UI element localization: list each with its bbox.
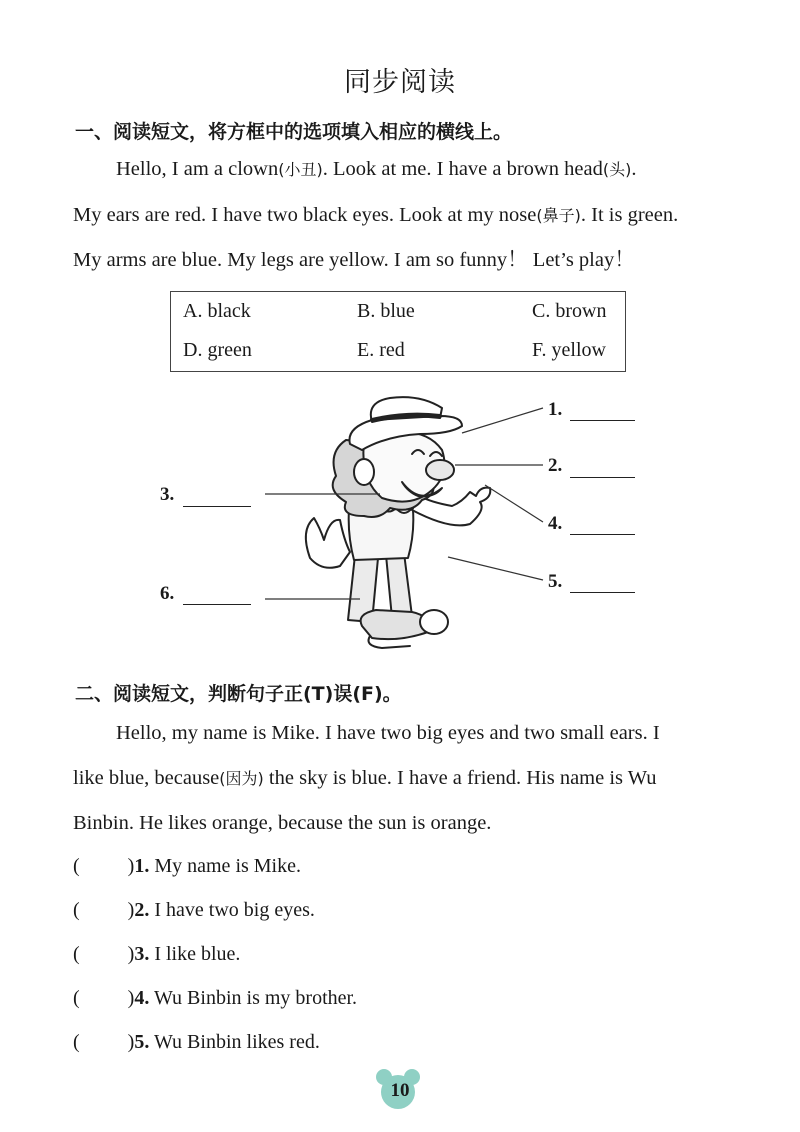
passage-line: My ears are red. I have two black eyes. Look at my nose(鼻子). It is green. xyxy=(73,203,679,226)
blank-label-4: 4. xyxy=(548,513,563,534)
passage-line: Hello, my name is Mike. I have two big eyes and two small ears. I xyxy=(116,722,660,744)
section1-heading: 一、阅读短文，将方框中的选项填入相应的横线上。 xyxy=(75,121,513,143)
blank-line-2[interactable] xyxy=(570,477,635,478)
blank-label-2: 2. xyxy=(548,455,563,476)
passage-line: Binbin. He likes orange, because the sun is orange. xyxy=(73,812,492,834)
option-b: B. blue xyxy=(357,300,415,322)
option-a: A. black xyxy=(183,300,251,322)
blank-line-5[interactable] xyxy=(570,592,635,593)
statement-row-2: ( )2. I have two big eyes. xyxy=(73,899,315,921)
statement-row-5: ( )5. Wu Binbin likes red. xyxy=(73,1031,320,1053)
statement-row-3: ( )3. I like blue. xyxy=(73,943,241,965)
passage-line: like blue, because(因为) the sky is blue. I have a friend. His name is Wu xyxy=(73,766,657,789)
option-d: D. green xyxy=(183,339,252,361)
pointer-line-3 xyxy=(485,485,543,522)
passage-line: My arms are blue. My legs are yellow. I am so funny！ Let’s play！ xyxy=(73,249,635,271)
passage-line: Hello, I am a clown(小丑). Look at me. I have a brown head(头). xyxy=(116,158,637,180)
pointer-line-4 xyxy=(448,557,543,580)
pointer-line-1 xyxy=(462,408,543,433)
section2-passage xyxy=(73,711,733,846)
blank-label-6: 6. xyxy=(160,583,175,604)
option-e: E. red xyxy=(357,339,405,361)
blank-line-1[interactable] xyxy=(570,420,635,421)
blank-line-3[interactable] xyxy=(183,506,251,507)
blank-label-5: 5. xyxy=(548,571,563,592)
blank-line-6[interactable] xyxy=(183,604,251,605)
blank-line-4[interactable] xyxy=(570,534,635,535)
statement-row-4: ( )4. Wu Binbin is my brother. xyxy=(73,987,358,1009)
blank-label-3: 3. xyxy=(160,484,175,505)
section2-heading: 二、阅读短文，判断句子正(T)误(F)。 xyxy=(75,683,402,705)
statement-row-1: ( )1. My name is Mike. xyxy=(73,855,301,877)
page-number: 10 xyxy=(390,1080,410,1101)
page-title: 同步阅读 xyxy=(344,67,456,98)
option-c: C. brown xyxy=(532,300,607,322)
blank-label-1: 1. xyxy=(548,399,563,420)
option-f: F. yellow xyxy=(532,339,606,361)
